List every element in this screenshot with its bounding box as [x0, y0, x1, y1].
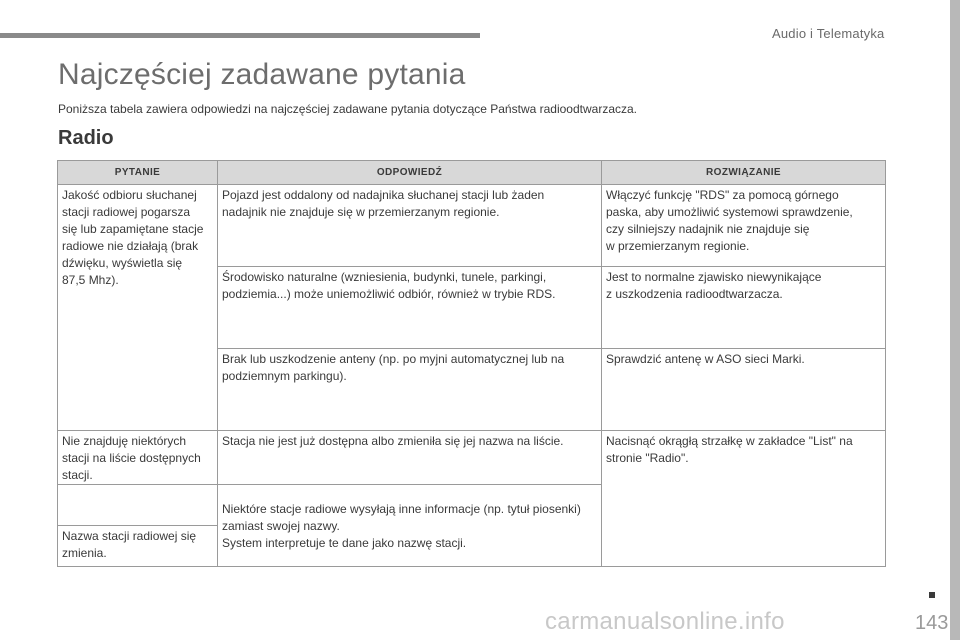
- answer-cell: Niektóre stacje radiowe wysyłają inne informacje (np. tytuł piosenki) zamiast swojej nazwy. System interpretuje te dane jako nazwę stacji.: [218, 485, 602, 567]
- chapter-heading: Audio i Telematyka: [772, 26, 885, 41]
- page-number: 143: [915, 612, 949, 634]
- answer-cell: Brak lub uszkodzenie anteny (np. po myjni automatycznej lub na podziemnym parkingu).: [218, 349, 602, 431]
- top-divider-bar: [0, 33, 480, 38]
- solution-cell: Sprawdzić antenę w ASO sieci Marki.: [602, 349, 886, 431]
- question-cell-empty: [58, 485, 218, 567]
- column-header-question: PYTANIE: [58, 161, 218, 185]
- question-cell: Jakość odbioru słuchanej stacji radiowej pogarsza się lub zapamiętane stacje radiowe nie działają (brak dźwięku, wyświetla się 87,5 Mhz).: [58, 185, 218, 431]
- table-header-row: [58, 161, 886, 185]
- solution-cell: Nacisnąć okrągłą strzałkę w zakładce "List" na stronie "Radio".: [602, 431, 886, 567]
- page-title: Najczęściej zadawane pytania: [58, 58, 466, 91]
- section-heading: Radio: [58, 127, 114, 149]
- watermark: carmanualsonline.info: [545, 608, 785, 635]
- question-cell: Nazwa stacji radiowej się zmienia.: [58, 525, 217, 562]
- page-edge-strip: [950, 0, 960, 640]
- end-marker-square: [929, 592, 935, 598]
- faq-table: [57, 160, 886, 567]
- solution-cell: Jest to normalne zjawisko niewynikające z uszkodzenia radioodtwarzacza.: [602, 267, 886, 349]
- question-cell-spacer: [58, 485, 217, 525]
- table-row: [58, 185, 886, 267]
- answer-cell: Środowisko naturalne (wzniesienia, budynki, tunele, parkingi, podziemia...) może uniemożliwić odbiór, również w trybie RDS.: [218, 267, 602, 349]
- question-cell: Nie znajduję niektórych stacji na liście dostępnych stacji.: [58, 431, 218, 485]
- answer-cell: Stacja nie jest już dostępna albo zmieniła się jej nazwa na liście.: [218, 431, 602, 485]
- column-header-solution: ROZWIĄZANIE: [602, 161, 886, 185]
- answer-cell: Pojazd jest oddalony od nadajnika słuchanej stacji lub żaden nadajnik nie znajduje się w przemierzanym regionie.: [218, 185, 602, 267]
- intro-text: Poniższa tabela zawiera odpowiedzi na najczęściej zadawane pytania dotyczące Państwa radioodtwarzacza.: [58, 102, 637, 116]
- solution-cell: Włączyć funkcję "RDS" za pomocą górnego paska, aby umożliwić systemowi sprawdzenie, czy silniejszy nadajnik nie znajduje się w przemierzanym regionie.: [602, 185, 886, 267]
- table-row: [58, 431, 886, 485]
- column-header-answer: ODPOWIEDŹ: [218, 161, 602, 185]
